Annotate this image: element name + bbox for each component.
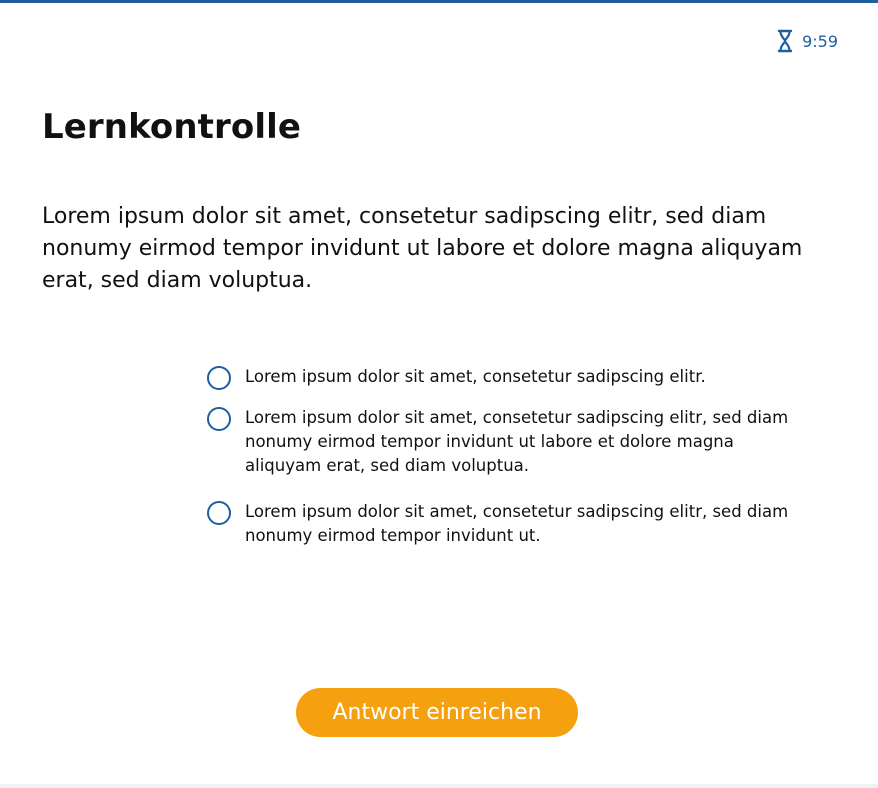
radio-button[interactable] [207, 501, 231, 525]
answer-option-2[interactable] [207, 406, 797, 478]
timer-value: 9:59 [802, 31, 838, 51]
answer-option-3[interactable] [207, 500, 797, 548]
radio-button[interactable] [207, 407, 231, 431]
submit-answer-button[interactable]: Antwort einreichen [296, 688, 578, 737]
answer-option-label: Lorem ipsum dolor sit amet, consetetur sadipscing elitr, sed diam nonumy eirmod tempor invidunt ut. [245, 502, 789, 545]
radio-button[interactable] [207, 366, 231, 390]
answer-option-label: Lorem ipsum dolor sit amet, consetetur sadipscing elitr. [245, 367, 706, 386]
page-title: Lernkontrolle [42, 107, 302, 147]
answer-option-1[interactable] [207, 365, 797, 390]
answer-options [207, 365, 797, 548]
question-text: Lorem ipsum dolor sit amet, consetetur sadipscing elitr, sed diam nonumy eirmod tempor invidunt ut labore et dolore magna aliquyam erat, sed diam voluptua. [42, 204, 803, 293]
countdown-timer [776, 29, 838, 53]
answer-option-label: Lorem ipsum dolor sit amet, consetetur sadipscing elitr, sed diam nonumy eirmod tempor invidunt ut labore et dolore magna aliquyam erat, sed diam voluptua. [245, 408, 789, 475]
hourglass-icon [776, 29, 794, 53]
